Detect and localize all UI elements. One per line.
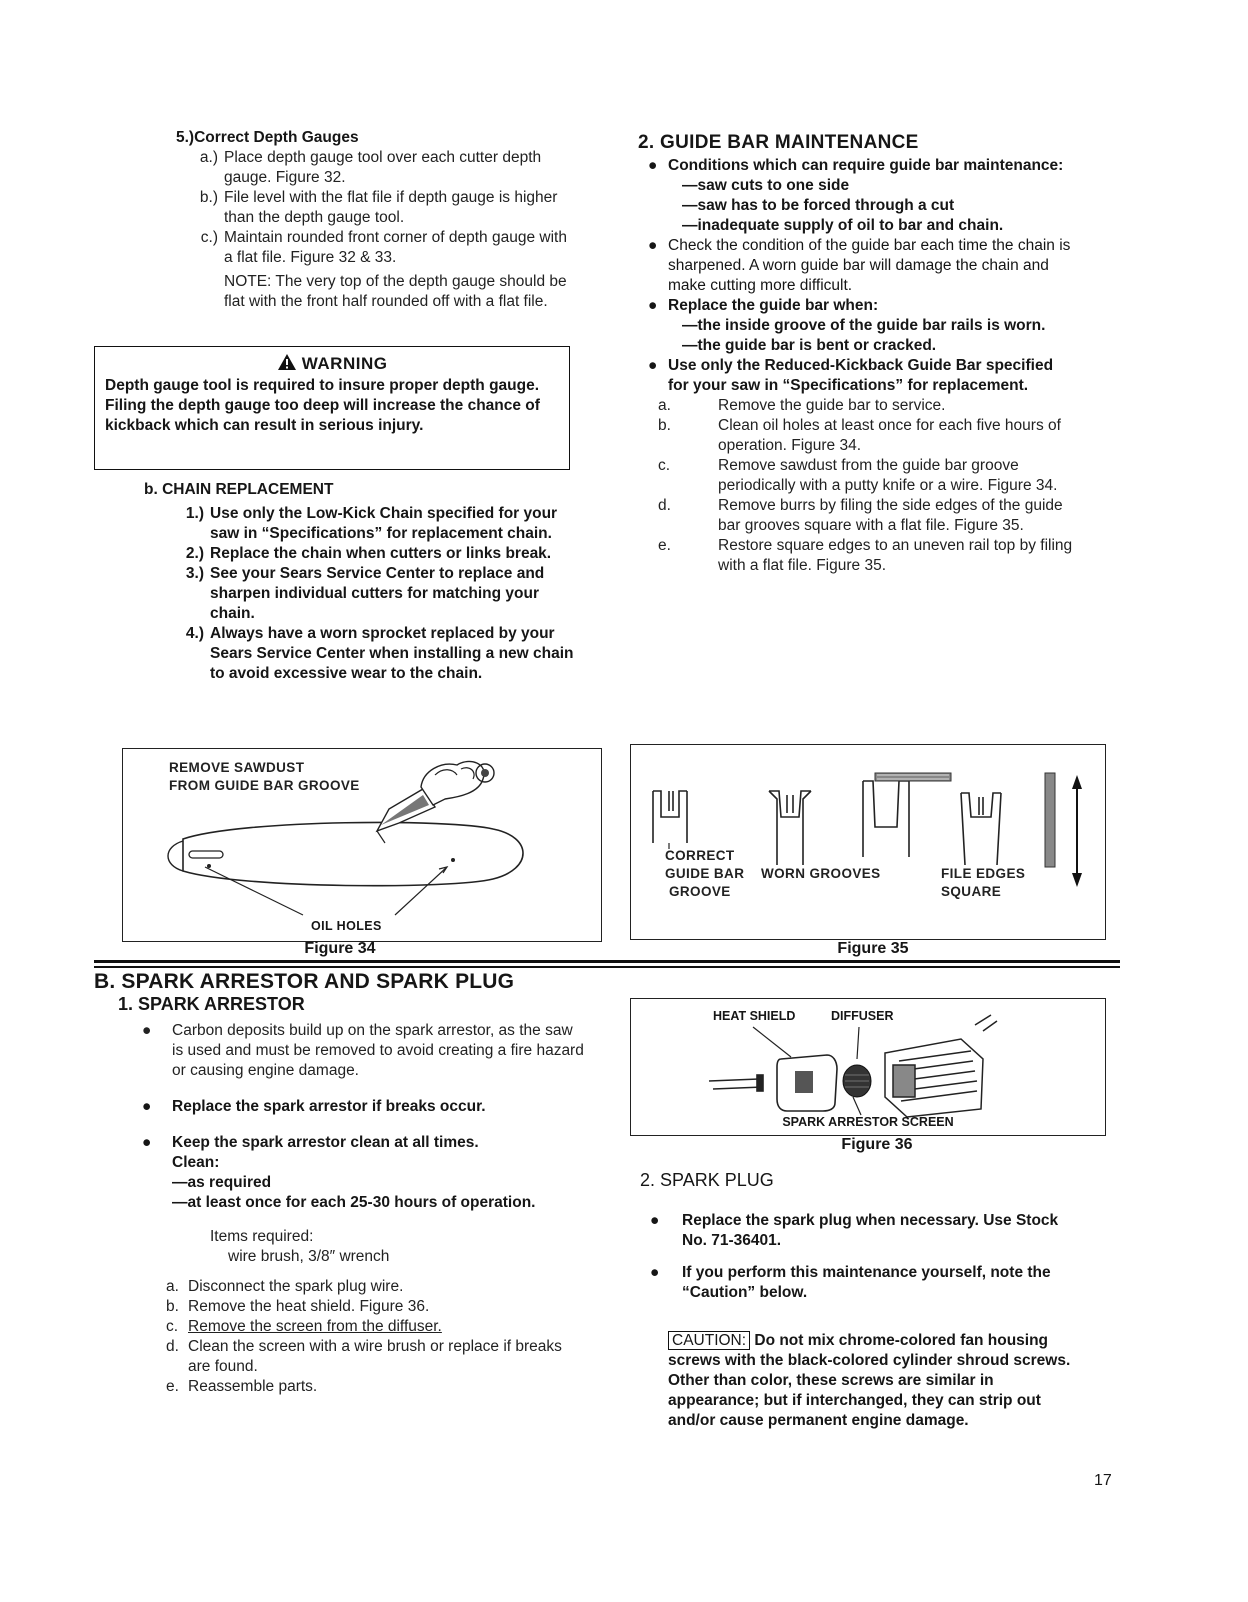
- figure-36: [630, 998, 1106, 1136]
- vertical-file: [1045, 773, 1055, 867]
- clean-item: —at least once for each 25-30 hours of operation.: [172, 1194, 536, 1211]
- depth-step: c.) Maintain rounded front corner of depth gauge with a flat file. Figure 32 & 33.: [200, 229, 567, 266]
- guide-bar-section: [638, 132, 1074, 576]
- replace-item: —the guide bar is bent or cracked.: [682, 337, 937, 354]
- clean-label: Clean:: [172, 1154, 220, 1171]
- section-divider-thin: [94, 966, 1120, 968]
- replace-plug-bullet: ● Replace the spark plug when necessary. Use Stock No. 71-36401.: [650, 1212, 1059, 1249]
- mounting-slot: [189, 851, 223, 858]
- figure-36-caption: Figure 36: [841, 1136, 913, 1153]
- caution-paragraph: [640, 1331, 1080, 1431]
- clean-item: —as required: [172, 1174, 272, 1191]
- condition-item: —inadequate supply of oil to bar and chain.: [682, 217, 1004, 234]
- section-divider: [94, 960, 1120, 963]
- chain-replacement-section: [144, 480, 574, 684]
- page-number: 17: [1094, 1472, 1112, 1489]
- flat-file: [875, 773, 951, 781]
- section-b-heading: B. SPARK ARRESTOR AND SPARK PLUG: [94, 970, 515, 993]
- caution-text: Do not mix chrome-colored fan housing screws with the black-colored cylinder shroud screws. Other than color, these screws are similar in appearance; but if interchanged, they can strip out and/or cause permanent engine damage.: [668, 1332, 1071, 1429]
- chain-step: 2.) Replace the chain when cutters or links break.: [185, 545, 552, 562]
- check-bullet: ● Check the condition of the guide bar each time the chain is sharpened. A worn guide bar will damage the chain and make cutting more difficult.: [648, 237, 1071, 294]
- file-edges-shape: [961, 793, 1001, 865]
- spark-arrestor-step: b. Remove the heat shield. Figure 36.: [166, 1298, 430, 1315]
- depth-gauge-heading: 5.)Correct Depth Gauges: [176, 129, 359, 146]
- depth-gauge-section: [176, 128, 576, 312]
- warning-text: Depth gauge tool is required to insure proper depth gauge. Filing the depth gauge too deep will increase the chance of kickback which can result in serious injury.: [105, 377, 540, 434]
- file-edges-label: FILE EDGES SQUARE: [941, 866, 1026, 899]
- carbon-bullet: ● Carbon deposits build up on the spark arrestor, as the saw is used and must be removed to avoid creating a fire hazard or causing engine damage.: [142, 1022, 584, 1079]
- correct-groove-shape: [653, 791, 687, 843]
- depth-gauge-note: NOTE: The very top of the depth gauge should be flat with the front half rounded off with a flat file.: [224, 273, 567, 310]
- spark-arrestor-heading: 1. SPARK ARRESTOR: [118, 994, 305, 1014]
- screen-label: SPARK ARRESTOR SCREEN: [782, 1115, 954, 1129]
- correct-groove-label: CORRECT GUIDE BAR GROOVE: [665, 848, 745, 899]
- fig34-label: REMOVE SAWDUST FROM GUIDE BAR GROOVE: [169, 760, 360, 793]
- replace-bullet: ● Replace the guide bar when:: [648, 297, 879, 314]
- spark-arrestor-step: a. Disconnect the spark plug wire.: [166, 1278, 404, 1295]
- spark-arrestor-step: d. Clean the screen with a wire brush or replace if breaks are found.: [166, 1338, 562, 1375]
- chain-step: 3.) See your Sears Service Center to replace and sharpen individual cutters for matching your chain.: [185, 565, 545, 622]
- guide-bar-step: d. Remove burrs by filing the side edges of the guide bar grooves square with a flat file. Figure 35.: [658, 497, 1063, 534]
- warning-box: [94, 346, 570, 470]
- depth-step: b.) File level with the flat file if depth gauge is higher than the depth gauge tool.: [199, 189, 558, 226]
- condition-item: —saw cuts to one side: [682, 177, 850, 194]
- heat-shield-label: HEAT SHIELD: [713, 1009, 796, 1023]
- chain-step: 4.) Always have a worn sprocket replaced by your Sears Service Center when installing a new chain to avoid excessive wear to the chain.: [185, 625, 574, 682]
- spark-arrestor-steps: [118, 1277, 588, 1397]
- replace-arrestor-bullet: ● Replace the spark arrestor if breaks occur.: [142, 1098, 486, 1115]
- guide-bar-step: a. Remove the guide bar to service.: [658, 397, 946, 414]
- keep-clean-bullet: ● Keep the spark arrestor clean at all times.: [142, 1134, 479, 1151]
- oil-hole-dot: [451, 858, 455, 862]
- guide-bar-step: b. Clean oil holes at least once for each five hours of operation. Figure 34.: [658, 417, 1061, 454]
- guide-bar-step: c. Remove sawdust from the guide bar groove periodically with a putty knife or a wire. Figure 34.: [658, 457, 1058, 494]
- guide-bar-shape: [183, 822, 523, 885]
- condition-item: —saw has to be forced through a cut: [682, 197, 955, 214]
- down-arrow-icon: [1072, 873, 1082, 887]
- diffuser-label: DIFFUSER: [831, 1009, 894, 1023]
- warning-title-row: [95, 353, 569, 374]
- guide-bar-heading: 2. GUIDE BAR MAINTENANCE: [638, 132, 919, 153]
- depth-step: a.) Place depth gauge tool over each cutter depth gauge. Figure 32.: [199, 149, 542, 186]
- worn-groove-shape-2: [863, 781, 909, 857]
- caution-label: CAUTION:: [668, 1331, 750, 1350]
- conditions-bullet: ● Conditions which can require guide bar maintenance:: [648, 157, 1064, 174]
- chain-step: 1.) Use only the Low-Kick Chain specified for your saw in “Specifications” for replacement chain.: [185, 505, 558, 542]
- up-arrow-icon: [1072, 775, 1082, 789]
- spark-arrestor-step: c. Remove the screen from the diffuser.: [166, 1318, 442, 1335]
- guide-bar-step: e. Restore square edges to an uneven rail top by filing with a flat file. Figure 35.: [658, 537, 1073, 574]
- guide-bar-drawing: [123, 749, 601, 941]
- warning-triangle-icon: [277, 353, 297, 371]
- items-required-list: wire brush, 3/8″ wrench: [228, 1248, 390, 1265]
- replace-item: —the inside groove of the guide bar rails is worn.: [682, 317, 1046, 334]
- hand-icon: [421, 761, 484, 805]
- oil-holes-label: OIL HOLES: [311, 919, 382, 933]
- groove-diagrams: [631, 745, 1105, 939]
- spark-plug-section: [640, 1170, 1080, 1431]
- chain-replacement-heading: b. CHAIN REPLACEMENT: [144, 481, 334, 498]
- figure-35: [630, 744, 1106, 940]
- spark-arrestor-step: e. Reassemble parts.: [166, 1378, 318, 1395]
- items-required-label: Items required:: [210, 1228, 314, 1245]
- worn-groove-shape: [769, 791, 811, 865]
- spark-plug-heading: 2. SPARK PLUG: [640, 1170, 774, 1190]
- worn-grooves-label: WORN GROOVES: [761, 866, 881, 881]
- engine-cylinder-shape: [885, 1015, 997, 1117]
- spark-arrestor-section: [118, 994, 588, 1397]
- figure-35-caption: Figure 35: [837, 940, 909, 957]
- figure-34: [122, 748, 602, 942]
- perform-maintenance-bullet: ● If you perform this maintenance yourself, note the “Caution” below.: [650, 1264, 1051, 1301]
- figure-34-caption: Figure 34: [304, 940, 376, 957]
- warning-title: WARNING: [301, 354, 388, 373]
- screws-icon: [709, 1075, 763, 1091]
- use-only-bullet: ● Use only the Reduced-Kickback Guide Bar specified for your saw in “Specifications” for replacement.: [648, 357, 1054, 394]
